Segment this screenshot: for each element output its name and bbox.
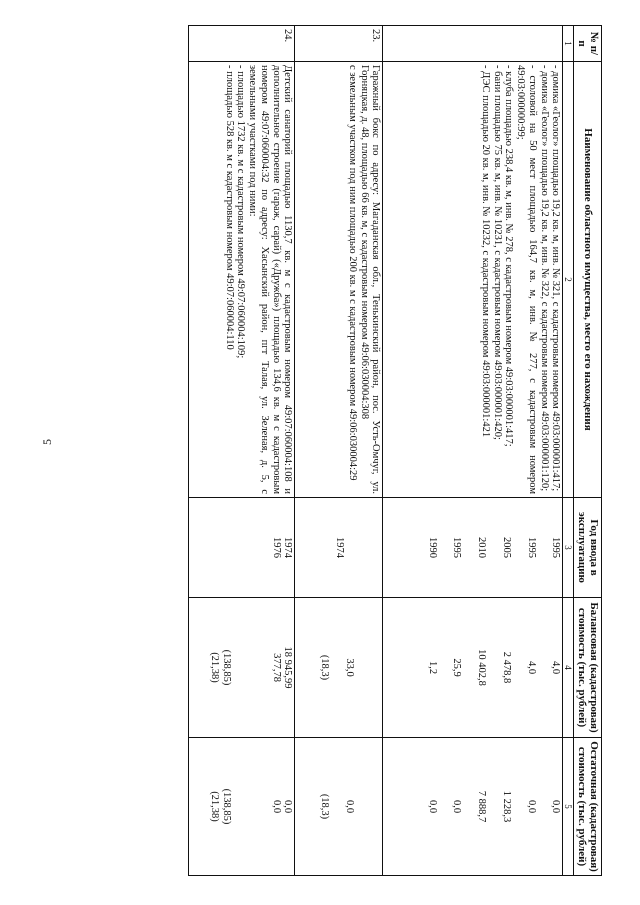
item-year: 1990 <box>426 537 438 558</box>
header-row <box>574 26 602 876</box>
property-table <box>188 25 602 876</box>
row-year <box>383 498 563 598</box>
row-balance <box>383 598 563 738</box>
column-number-row <box>563 26 574 876</box>
item-text: - домика «Геолог» площадью 19,2 кв. м, инв. № 321, с кадастровым номером 49:03:000001:417; <box>550 65 562 492</box>
item-year: 1995 <box>451 537 463 558</box>
column-number: 4 <box>563 598 574 738</box>
item-residual: 0,0 <box>426 799 438 814</box>
item-balance: 25,9 <box>451 658 463 677</box>
table-row <box>189 26 295 876</box>
item-residual: 1 228,3 <box>500 790 512 823</box>
item-text: - домика «Геолог» площадью 19,2 кв. м, инв. № 322, с кадастровым номером 49:03:000001:120; <box>538 65 550 492</box>
item-text: - площадью 1732 кв. м с кадастровым номером 49:07:060004:109; <box>235 65 247 359</box>
item-year: 1974 <box>282 537 294 558</box>
item-balance: 4,0 <box>525 660 537 675</box>
item-text: Гаражный бокс по адресу: Магаданская обл., Тенькинский район, пос. Усть-Омчуг, ул. Горняцкая, д. 48, площадью 66 кв. м, с кадастровым номером 49:06:030004:308 <box>358 65 382 494</box>
row-year <box>189 498 295 598</box>
header-year: Год ввода в эксплуатацию <box>574 498 602 598</box>
item-balance: 33,0 <box>344 658 356 677</box>
row-description <box>189 62 295 498</box>
item-balance: 18 945,99 <box>282 646 294 689</box>
header-name: Наименование областного имущества, место его нахождения <box>574 62 602 498</box>
item-residual: (21,38) <box>209 791 221 822</box>
document-table-container <box>66 25 602 875</box>
item-year: 2010 <box>476 537 488 558</box>
item-residual: 0,0 <box>344 799 356 814</box>
item-residual: (18,3) <box>318 793 330 820</box>
item-balance: 10 402,8 <box>476 649 488 686</box>
item-year: 1995 <box>525 537 537 558</box>
item-balance: 1,2 <box>426 660 438 675</box>
item-balance: 2 478,8 <box>500 651 512 684</box>
row-residual <box>189 738 295 876</box>
row-residual <box>383 738 563 876</box>
row-number: 24. <box>189 26 295 62</box>
table-row <box>383 26 563 876</box>
row-balance <box>295 598 383 738</box>
row-description <box>295 62 383 498</box>
item-text: с земельным участком под ним площадью 200 кв. м с кадастровым номером 49:06:030004:29 <box>346 65 358 481</box>
item-residual: 0,0 <box>451 799 463 814</box>
header-balance: Балансовая (кадастровая) стоимость (тыс. рублей) <box>574 598 602 738</box>
item-balance: (138,85) <box>220 649 232 686</box>
item-text: - столовой на 50 мест площадью 164,7 кв. м, инв. № 277, с кадастровым номером 49:03:000000:99; <box>515 65 538 494</box>
item-residual: 7 888,7 <box>476 790 488 823</box>
column-number: 1 <box>563 26 574 62</box>
item-residual: 0,0 <box>282 799 294 814</box>
item-balance: (18,3) <box>318 654 330 681</box>
item-residual: 0,0 <box>550 799 562 814</box>
table-row <box>295 26 383 876</box>
page-number: 5 <box>40 439 54 445</box>
item-balance: (21,38) <box>209 652 221 683</box>
item-residual: 0,0 <box>525 799 537 814</box>
column-number: 2 <box>563 62 574 498</box>
column-number: 3 <box>563 498 574 598</box>
item-year: 1976 <box>270 537 282 558</box>
row-description <box>383 62 563 498</box>
item-text: Детский санаторий площадью 1130,7 кв. м с кадастровым номером 49:07:060004:108 и дополнительное строение (гараж, сарай) («Дружба») площадью 134,6 кв. м с кадастровым номером 49:07:060004:32 по адресу: Хасынский район, пгт Талая, ул. Зеленая, д. 5, с земельными участками под ними: <box>247 65 294 494</box>
item-text: - ДЭС площадью 20 кв. м, инв. № 10232, с кадастровым номером 49:03:000001:421 <box>479 65 491 438</box>
item-text: - клуба площадью 238,4 кв. м, инв. № 278, с кадастровым номером 49:03:000001:417; <box>503 65 515 447</box>
item-text: - площадью 528 кв. м с кадастровым номером 49:07:060004:110 <box>223 65 235 350</box>
item-residual: 0,0 <box>270 799 282 814</box>
header-residual: Остаточная (кадастровая) стоимость (тыс. рублей) <box>574 738 602 876</box>
row-year: 1974 <box>295 498 383 598</box>
row-number <box>383 26 563 62</box>
row-number: 23. <box>295 26 383 62</box>
item-year: 2005 <box>500 537 512 558</box>
item-balance: 377,78 <box>270 653 282 682</box>
item-balance: 4,0 <box>550 660 562 675</box>
column-number: 5 <box>563 738 574 876</box>
item-year: 1995 <box>550 537 562 558</box>
row-balance <box>189 598 295 738</box>
item-residual: (138,85) <box>220 788 232 825</box>
row-residual <box>295 738 383 876</box>
item-text: - бани площадью 75 кв. м, инв. № 10231, с кадастровым номером 49:03:000001:420; <box>491 65 503 440</box>
header-no: № п/п <box>574 26 602 62</box>
